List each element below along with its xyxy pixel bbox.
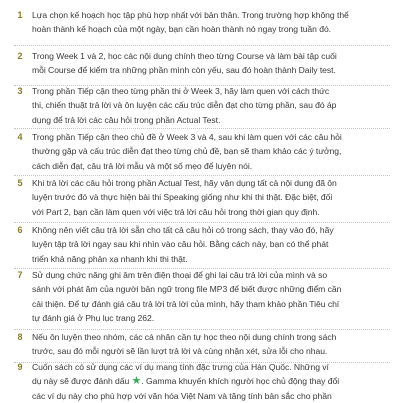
guide-item (14, 130, 390, 173)
divider (14, 45, 390, 46)
item-line: Trong phần Tiếp cận theo từng phần thi ở Week 3, hãy làm quen với cách thức (32, 86, 330, 96)
item-line: cách diễn đạt, câu trả lời mẫu và một số mẹo để luyện nói. (32, 160, 253, 171)
item-text (32, 8, 390, 37)
item-line: Cuốn sách có sử dụng các ví dụ mang tính đặc trưng của Hàn Quốc. Những ví (32, 362, 329, 372)
item-line: với Part 2, bạn cần làm quen với việc trả lời câu hỏi trong thời gian quy định. (32, 206, 320, 217)
item-line-part: dụ này sẽ được đánh dấu (32, 376, 130, 387)
item-text (32, 330, 390, 359)
item-line: sánh với phát âm của người bản ngữ trong file MP3 để biết được những điểm cần (32, 284, 342, 295)
item-number: 7 (17, 270, 23, 280)
item-line: Nếu ôn luyện theo nhóm, các cá nhân cần tự học theo nội dung chính trong sách (32, 332, 337, 342)
item-text (32, 223, 390, 266)
item-text (32, 49, 390, 78)
item-line: Trong phần Tiếp cận theo chủ đề ở Week 3 và 4, sau khi làm quen với các câu hỏi (32, 132, 342, 142)
item-line: mỗi Course để kiểm tra những phần mình còn yếu, sau đó hoàn thành Daily test. (32, 65, 336, 76)
item-number: 5 (17, 178, 23, 188)
item-line: Không nên viết câu trả lời sẵn cho tất cả câu hỏi có trong sách, thay vào đó, hãy (32, 225, 334, 235)
item-line-part: Gamma khuyến khích người học chủ động thay đổi (146, 376, 340, 387)
item-number: 3 (17, 86, 23, 96)
item-line: tự đánh giá ở Phụ lục trang 262. (32, 313, 155, 324)
item-number: 8 (17, 332, 23, 342)
guide-item (14, 330, 390, 359)
item-line: Sử dụng chức năng ghi âm trên điện thoại để ghi lại câu trả lời của mình và so (32, 270, 328, 280)
guide-item (14, 49, 390, 78)
guide-item (14, 176, 390, 219)
item-line: hoàn thành kế hoạch của một ngày, bạn cần hoàn thành nó ngay trong tuần đó. (32, 24, 332, 35)
item-text (32, 176, 390, 219)
item-line: Khi trả lời các câu hỏi trong phần Actual Test, hãy vận dụng tất cả nội dung đã ôn (32, 178, 337, 188)
item-number: 2 (17, 51, 23, 61)
item-number: 9 (17, 362, 23, 372)
guide-item (14, 268, 390, 326)
item-line: triển khả năng phản xạ nhanh khi thi thật. (32, 253, 188, 264)
item-text (32, 84, 390, 127)
item-line: cải thiện. Để tự đánh giá câu trả lời trả lời của mình, hãy tham khảo phần Tiêu chí (32, 298, 340, 309)
item-number: 6 (17, 225, 23, 235)
item-number: 4 (17, 132, 23, 142)
item-line: trước, sau đó mỗi người sẽ lần lượt trả lời và cùng nhận xét, sửa lỗi cho nhau. (32, 346, 328, 357)
divider (14, 128, 390, 129)
guide-item (14, 223, 390, 266)
item-line: Trong Week 1 và 2, học các nội dung chính theo từng Course và làm bài tập cuối (32, 51, 337, 61)
guide-item (14, 8, 390, 37)
item-line: các ví dụ này cho phù hợp với văn hóa Việt Nam và tăng tính bản sắc cho phần (32, 390, 332, 401)
item-text (32, 130, 390, 173)
star-icon: ★ (131, 375, 142, 388)
item-line: thi, chiến thuật trả lời và ôn luyện các cấu trúc diễn đạt cho từng phần, sau đó áp (32, 100, 337, 111)
item-line: dụng để trả lời các câu hỏi trong phần Actual Test. (32, 114, 221, 125)
item-line: thường gặp và cấu trúc diễn đạt theo từng chủ đề, bạn sẽ tham khảo các ý tưởng, (32, 146, 342, 157)
guide-item (14, 360, 390, 403)
item-text (32, 268, 390, 326)
guide-item (14, 84, 390, 127)
item-number: 1 (17, 10, 23, 20)
item-line: Lựa chọn kế hoạch học tập phù hợp nhất với bản thân. Trong trường hợp không thể (32, 10, 349, 20)
item-text (32, 360, 390, 403)
item-line: dụ này sẽ được đánh dấu ★. Gamma khuyến khích người học chủ động thay đổi (32, 375, 340, 388)
item-line: luyện tập trả lời ngay sau khi nhìn vào câu hỏi. Bằng cách này, bạn có thể phát (32, 239, 329, 250)
item-line: luyện trước đó và thực hiện bài thi Speaking giống như khi thi thật. Đặc biệt, đối (32, 192, 333, 203)
